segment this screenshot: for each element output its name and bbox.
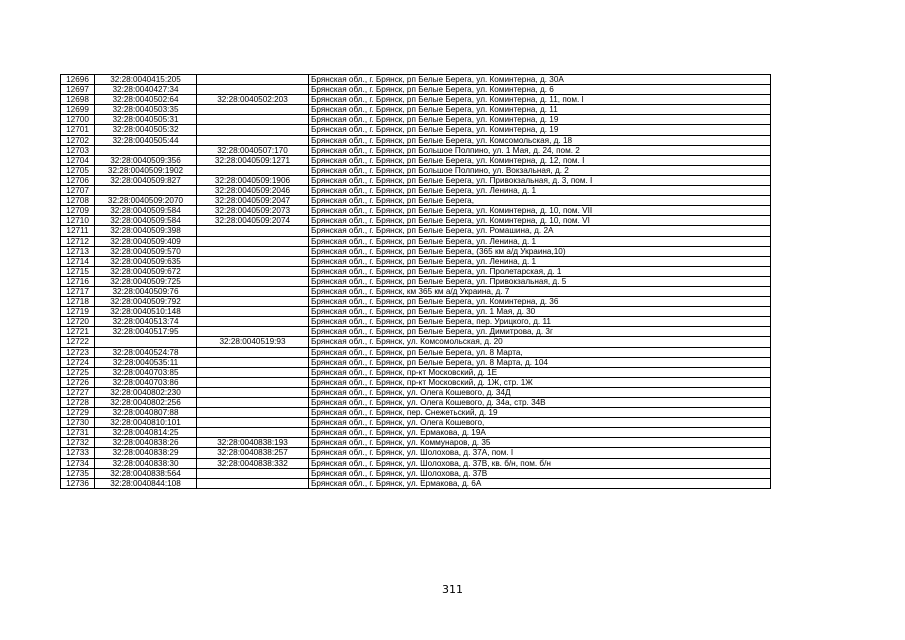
cadastral-table: [60, 74, 771, 489]
table-row: [61, 276, 771, 286]
address-cell: Брянская обл., г. Брянск, рп Белые Берега, ул. Коминтерна, д. 10, пом. VI: [309, 216, 771, 226]
address-cell: Брянская обл., г. Брянск, ул. Шолохова, д. 37А, пом. I: [309, 448, 771, 458]
cadastral-number-cell: 32:28:0040509:635: [95, 256, 197, 266]
table-row: [61, 327, 771, 337]
related-cadastral-number-cell: [197, 297, 309, 307]
address-cell: Брянская обл., г. Брянск, рп Большое Полпино, ул. 1 Мая, д. 24, пом. 2: [309, 145, 771, 155]
table-row: [61, 428, 771, 438]
cadastral-number-cell: 32:28:0040415:205: [95, 75, 197, 85]
row-number-cell: 12727: [61, 387, 95, 397]
address-cell: Брянская обл., г. Брянск, рп Белые Берега, ул. Привокзальная, д. 3, пом. I: [309, 175, 771, 185]
cadastral-number-cell: 32:28:0040524:78: [95, 347, 197, 357]
related-cadastral-number-cell: [197, 317, 309, 327]
related-cadastral-number-cell: [197, 357, 309, 367]
row-number-cell: 12725: [61, 367, 95, 377]
address-cell: Брянская обл., г. Брянск, км 365 км а/д Украина, д. 7: [309, 286, 771, 296]
cadastral-number-cell: 32:28:0040509:398: [95, 226, 197, 236]
address-cell: Брянская обл., г. Брянск, пр-кт Московский, д. 1Ж, стр. 1Ж: [309, 377, 771, 387]
address-cell: Брянская обл., г. Брянск, рп Белые Берега,: [309, 196, 771, 206]
address-cell: Брянская обл., г. Брянск, рп Белые Берега, ул. Привокзальная, д. 5: [309, 276, 771, 286]
address-cell: Брянская обл., г. Брянск, ул. Олега Кошевого, д. 34Д: [309, 387, 771, 397]
row-number-cell: 12720: [61, 317, 95, 327]
related-cadastral-number-cell: [197, 418, 309, 428]
address-cell: Брянская обл., г. Брянск, рп Белые Берега, ул. 1 Мая, д. 30: [309, 307, 771, 317]
table-row: [61, 155, 771, 165]
cadastral-number-cell: 32:28:0040509:409: [95, 236, 197, 246]
cadastral-number-cell: 32:28:0040509:584: [95, 216, 197, 226]
related-cadastral-number-cell: [197, 367, 309, 377]
related-cadastral-number-cell: 32:28:0040509:1906: [197, 175, 309, 185]
table-row: [61, 135, 771, 145]
related-cadastral-number-cell: [197, 286, 309, 296]
address-cell: Брянская обл., г. Брянск, рп Белые Берега, ул. Коминтерна, д. 19: [309, 115, 771, 125]
address-cell: Брянская обл., г. Брянск, рп Белые Берега, ул. Ленина, д. 1: [309, 256, 771, 266]
related-cadastral-number-cell: 32:28:0040509:2073: [197, 206, 309, 216]
cadastral-number-cell: 32:28:0040838:564: [95, 468, 197, 478]
row-number-cell: 12719: [61, 307, 95, 317]
table-row: [61, 236, 771, 246]
address-cell: Брянская обл., г. Брянск, ул. Ермакова, д. 6А: [309, 478, 771, 488]
cadastral-number-cell: 32:28:0040703:86: [95, 377, 197, 387]
cadastral-number-cell: 32:28:0040502:64: [95, 95, 197, 105]
related-cadastral-number-cell: [197, 377, 309, 387]
row-number-cell: 12714: [61, 256, 95, 266]
address-cell: Брянская обл., г. Брянск, рп Белые Берега, ул. Коминтерна, д. 12, пом. I: [309, 155, 771, 165]
related-cadastral-number-cell: [197, 115, 309, 125]
related-cadastral-number-cell: [197, 307, 309, 317]
table-row: [61, 246, 771, 256]
table-row: [61, 418, 771, 428]
address-cell: Брянская обл., г. Брянск, рп Белые Берега, ул. Димитрова, д. 3г: [309, 327, 771, 337]
cadastral-number-cell: 32:28:0040509:672: [95, 266, 197, 276]
table-row: [61, 297, 771, 307]
address-cell: Брянская обл., г. Брянск, ул. Олега Кошевого, д. 34а, стр. 34В: [309, 398, 771, 408]
table-row: [61, 105, 771, 115]
address-cell: Брянская обл., г. Брянск, рп Белые Берега, ул. Коминтерна, д. 10, пом. VII: [309, 206, 771, 216]
row-number-cell: 12735: [61, 468, 95, 478]
related-cadastral-number-cell: [197, 236, 309, 246]
table-row: [61, 377, 771, 387]
row-number-cell: 12712: [61, 236, 95, 246]
row-number-cell: 12713: [61, 246, 95, 256]
related-cadastral-number-cell: [197, 398, 309, 408]
row-number-cell: 12724: [61, 357, 95, 367]
cadastral-number-cell: 32:28:0040509:1902: [95, 165, 197, 175]
cadastral-number-cell: [95, 337, 197, 347]
address-cell: Брянская обл., г. Брянск, рп Белые Берега, ул. Комсомольская, д. 18: [309, 135, 771, 145]
related-cadastral-number-cell: [197, 85, 309, 95]
table-row: [61, 286, 771, 296]
row-number-cell: 12711: [61, 226, 95, 236]
table-row: [61, 398, 771, 408]
cadastral-number-cell: 32:28:0040535:11: [95, 357, 197, 367]
table-row: [61, 216, 771, 226]
cadastral-number-cell: [95, 145, 197, 155]
row-number-cell: 12721: [61, 327, 95, 337]
address-cell: Брянская обл., г. Брянск, рп Белые Берега, пер. Урицкого, д. 11: [309, 317, 771, 327]
table-row: [61, 256, 771, 266]
cadastral-number-cell: 32:28:0040503:35: [95, 105, 197, 115]
address-cell: Брянская обл., г. Брянск, рп Белые Берега, ул. Коминтерна, д. 11: [309, 105, 771, 115]
related-cadastral-number-cell: 32:28:0040838:332: [197, 458, 309, 468]
address-cell: Брянская обл., г. Брянск, пер. Снежетьский, д. 19: [309, 408, 771, 418]
related-cadastral-number-cell: 32:28:0040509:2074: [197, 216, 309, 226]
table-row: [61, 458, 771, 468]
page-number: 311: [442, 583, 463, 596]
row-number-cell: 12716: [61, 276, 95, 286]
related-cadastral-number-cell: [197, 266, 309, 276]
row-number-cell: 12718: [61, 297, 95, 307]
address-cell: Брянская обл., г. Брянск, рп Белые Берега, ул. Пролетарская, д. 1: [309, 266, 771, 276]
related-cadastral-number-cell: [197, 387, 309, 397]
address-cell: Брянская обл., г. Брянск, ул. Шолохова, д. 37В: [309, 468, 771, 478]
address-cell: Брянская обл., г. Брянск, рп Белые Берега, ул. Ленина, д. 1: [309, 186, 771, 196]
cadastral-number-cell: 32:28:0040505:44: [95, 135, 197, 145]
address-cell: Брянская обл., г. Брянск, рп Белые Берега, ул. 8 Марта, д. 104: [309, 357, 771, 367]
table-row: [61, 266, 771, 276]
row-number-cell: 12732: [61, 438, 95, 448]
row-number-cell: 12697: [61, 85, 95, 95]
table-row: [61, 307, 771, 317]
cadastral-number-cell: 32:28:0040810:101: [95, 418, 197, 428]
row-number-cell: 12730: [61, 418, 95, 428]
row-number-cell: 12708: [61, 196, 95, 206]
row-number-cell: 12706: [61, 175, 95, 185]
related-cadastral-number-cell: 32:28:0040838:257: [197, 448, 309, 458]
row-number-cell: 12703: [61, 145, 95, 155]
table-row: [61, 468, 771, 478]
row-number-cell: 12707: [61, 186, 95, 196]
row-number-cell: 12726: [61, 377, 95, 387]
cadastral-number-cell: 32:28:0040509:792: [95, 297, 197, 307]
table-row: [61, 408, 771, 418]
address-cell: Брянская обл., г. Брянск, рп Белые Берега, ул. Коминтерна, д. 19: [309, 125, 771, 135]
row-number-cell: 12705: [61, 165, 95, 175]
related-cadastral-number-cell: 32:28:0040519:93: [197, 337, 309, 347]
table-row: [61, 448, 771, 458]
related-cadastral-number-cell: 32:28:0040509:2046: [197, 186, 309, 196]
cadastral-number-cell: 32:28:0040814:25: [95, 428, 197, 438]
table-row: [61, 75, 771, 85]
row-number-cell: 12728: [61, 398, 95, 408]
cadastral-number-cell: 32:28:0040844:108: [95, 478, 197, 488]
address-cell: Брянская обл., г. Брянск, ул. Комсомольская, д. 20: [309, 337, 771, 347]
related-cadastral-number-cell: [197, 408, 309, 418]
address-cell: Брянская обл., г. Брянск, рп Большое Полпино, ул. Вокзальная, д. 2: [309, 165, 771, 175]
address-cell: Брянская обл., г. Брянск, ул. Коммунаров, д. 35: [309, 438, 771, 448]
cadastral-number-cell: 32:28:0040509:827: [95, 175, 197, 185]
related-cadastral-number-cell: [197, 135, 309, 145]
related-cadastral-number-cell: [197, 256, 309, 266]
table-row: [61, 357, 771, 367]
address-cell: Брянская обл., г. Брянск, рп Белые Берега, ул. Коминтерна, д. 30А: [309, 75, 771, 85]
table-row: [61, 196, 771, 206]
cadastral-number-cell: 32:28:0040509:76: [95, 286, 197, 296]
related-cadastral-number-cell: 32:28:0040838:193: [197, 438, 309, 448]
table-row: [61, 186, 771, 196]
row-number-cell: 12731: [61, 428, 95, 438]
related-cadastral-number-cell: [197, 468, 309, 478]
table-row: [61, 175, 771, 185]
row-number-cell: 12722: [61, 337, 95, 347]
related-cadastral-number-cell: [197, 165, 309, 175]
cadastral-number-cell: 32:28:0040838:29: [95, 448, 197, 458]
table-row: [61, 95, 771, 105]
cadastral-number-cell: 32:28:0040807:88: [95, 408, 197, 418]
row-number-cell: 12710: [61, 216, 95, 226]
table-row: [61, 226, 771, 236]
table-body: [61, 75, 771, 489]
row-number-cell: 12736: [61, 478, 95, 488]
table-row: [61, 125, 771, 135]
row-number-cell: 12723: [61, 347, 95, 357]
table-row: [61, 85, 771, 95]
address-cell: Брянская обл., г. Брянск, рп Белые Берега, (365 км а/д Украина,10): [309, 246, 771, 256]
cadastral-number-cell: 32:28:0040513:74: [95, 317, 197, 327]
row-number-cell: 12700: [61, 115, 95, 125]
table-row: [61, 115, 771, 125]
address-cell: Брянская обл., г. Брянск, ул. Ермакова, д. 19А: [309, 428, 771, 438]
row-number-cell: 12699: [61, 105, 95, 115]
cadastral-number-cell: 32:28:0040802:230: [95, 387, 197, 397]
related-cadastral-number-cell: [197, 327, 309, 337]
cadastral-number-cell: 32:28:0040509:584: [95, 206, 197, 216]
table-row: [61, 145, 771, 155]
cadastral-number-cell: 32:28:0040427:34: [95, 85, 197, 95]
row-number-cell: 12704: [61, 155, 95, 165]
cadastral-number-cell: 32:28:0040838:26: [95, 438, 197, 448]
table-row: [61, 367, 771, 377]
table-row: [61, 478, 771, 488]
related-cadastral-number-cell: [197, 347, 309, 357]
cadastral-number-cell: 32:28:0040510:148: [95, 307, 197, 317]
cadastral-number-cell: 32:28:0040509:725: [95, 276, 197, 286]
cadastral-number-cell: 32:28:0040505:31: [95, 115, 197, 125]
cadastral-number-cell: 32:28:0040505:32: [95, 125, 197, 135]
address-cell: Брянская обл., г. Брянск, рп Белые Берега, ул. Ромашина, д. 2А: [309, 226, 771, 236]
address-cell: Брянская обл., г. Брянск, рп Белые Берега, ул. Коминтерна, д. 11, пом. I: [309, 95, 771, 105]
row-number-cell: 12717: [61, 286, 95, 296]
cadastral-number-cell: 32:28:0040509:570: [95, 246, 197, 256]
table-row: [61, 317, 771, 327]
row-number-cell: 12702: [61, 135, 95, 145]
address-cell: Брянская обл., г. Брянск, пр-кт Московский, д. 1Е: [309, 367, 771, 377]
cadastral-number-cell: 32:28:0040509:2070: [95, 196, 197, 206]
related-cadastral-number-cell: 32:28:0040509:1271: [197, 155, 309, 165]
row-number-cell: 12733: [61, 448, 95, 458]
table-row: [61, 438, 771, 448]
related-cadastral-number-cell: [197, 75, 309, 85]
row-number-cell: 12729: [61, 408, 95, 418]
related-cadastral-number-cell: [197, 226, 309, 236]
table-row: [61, 347, 771, 357]
table-row: [61, 337, 771, 347]
related-cadastral-number-cell: [197, 105, 309, 115]
table-row: [61, 206, 771, 216]
row-number-cell: 12734: [61, 458, 95, 468]
related-cadastral-number-cell: 32:28:0040507:170: [197, 145, 309, 155]
cadastral-number-cell: [95, 186, 197, 196]
cadastral-number-cell: 32:28:0040838:30: [95, 458, 197, 468]
row-number-cell: 12715: [61, 266, 95, 276]
table-row: [61, 165, 771, 175]
related-cadastral-number-cell: [197, 478, 309, 488]
address-cell: Брянская обл., г. Брянск, ул. Олега Кошевого,: [309, 418, 771, 428]
related-cadastral-number-cell: 32:28:0040502:203: [197, 95, 309, 105]
row-number-cell: 12696: [61, 75, 95, 85]
address-cell: Брянская обл., г. Брянск, ул. Шолохова, д. 37В, кв. б/н, пом. б/н: [309, 458, 771, 468]
related-cadastral-number-cell: [197, 428, 309, 438]
address-cell: Брянская обл., г. Брянск, рп Белые Берега, ул. 8 Марта,: [309, 347, 771, 357]
table-row: [61, 387, 771, 397]
related-cadastral-number-cell: 32:28:0040509:2047: [197, 196, 309, 206]
cadastral-number-cell: 32:28:0040509:356: [95, 155, 197, 165]
related-cadastral-number-cell: [197, 125, 309, 135]
address-cell: Брянская обл., г. Брянск, рп Белые Берега, ул. Коминтерна, д. 6: [309, 85, 771, 95]
address-cell: Брянская обл., г. Брянск, рп Белые Берега, ул. Ленина, д. 1: [309, 236, 771, 246]
cadastral-number-cell: 32:28:0040703:85: [95, 367, 197, 377]
cadastral-number-cell: 32:28:0040517:95: [95, 327, 197, 337]
cadastral-number-cell: 32:28:0040802:256: [95, 398, 197, 408]
related-cadastral-number-cell: [197, 276, 309, 286]
row-number-cell: 12698: [61, 95, 95, 105]
row-number-cell: 12701: [61, 125, 95, 135]
related-cadastral-number-cell: [197, 246, 309, 256]
address-cell: Брянская обл., г. Брянск, рп Белые Берега, ул. Коминтерна, д. 36: [309, 297, 771, 307]
row-number-cell: 12709: [61, 206, 95, 216]
